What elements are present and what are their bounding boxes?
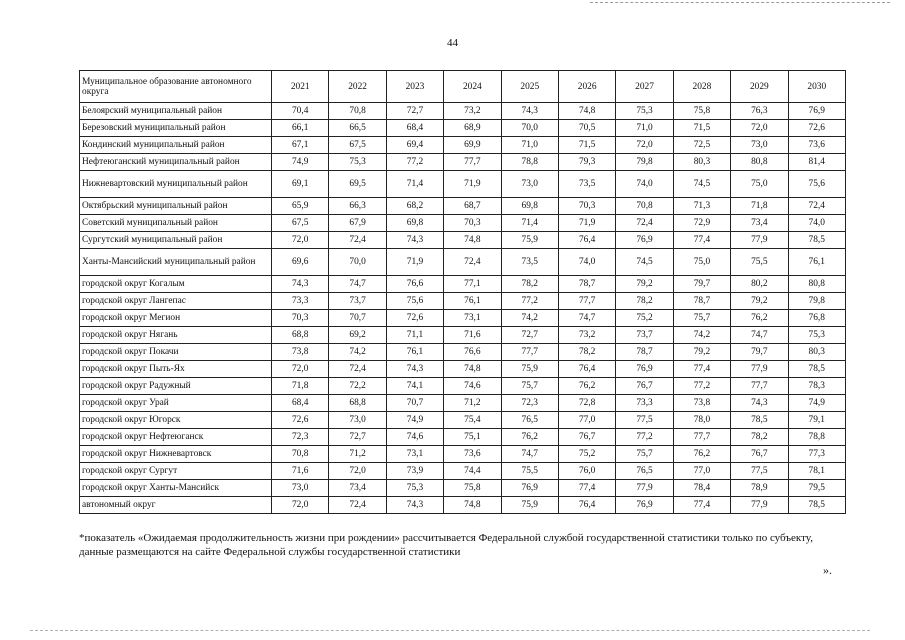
municipality-name-cell: городской округ Покачи [80, 344, 272, 361]
value-cell: 69,2 [329, 327, 386, 344]
value-cell: 74,8 [444, 361, 501, 378]
value-cell: 76,2 [501, 429, 558, 446]
value-cell: 73,6 [444, 446, 501, 463]
value-cell: 73,0 [501, 171, 558, 198]
value-cell: 77,0 [558, 412, 615, 429]
municipality-name-cell: городской округ Югорск [80, 412, 272, 429]
municipality-name-cell: городской округ Нефтеюганск [80, 429, 272, 446]
table-row [80, 310, 846, 327]
value-cell: 70,8 [616, 198, 673, 215]
table-row [80, 395, 846, 412]
municipality-name-cell: городской округ Нижневартовск [80, 446, 272, 463]
value-cell: 74,9 [788, 395, 845, 412]
value-cell: 74,8 [444, 232, 501, 249]
value-cell: 72,0 [272, 497, 329, 514]
value-cell: 76,7 [558, 429, 615, 446]
municipality-name-cell: Нефтеюганский муниципальный район [80, 154, 272, 171]
value-cell: 76,9 [616, 361, 673, 378]
value-cell: 71,4 [501, 215, 558, 232]
value-cell: 75,3 [788, 327, 845, 344]
value-cell: 74,8 [444, 497, 501, 514]
table-row [80, 232, 846, 249]
value-cell: 74,8 [558, 103, 615, 120]
value-cell: 70,0 [501, 120, 558, 137]
value-cell: 77,2 [501, 293, 558, 310]
value-cell: 78,8 [788, 429, 845, 446]
value-cell: 75,7 [616, 446, 673, 463]
value-cell: 72,9 [673, 215, 730, 232]
value-cell: 70,3 [272, 310, 329, 327]
value-cell: 71,2 [329, 446, 386, 463]
table-row [80, 429, 846, 446]
value-cell: 76,9 [616, 232, 673, 249]
value-cell: 75,4 [444, 412, 501, 429]
value-cell: 77,7 [444, 154, 501, 171]
value-cell: 75,9 [501, 232, 558, 249]
value-cell: 78,7 [616, 344, 673, 361]
value-cell: 76,4 [558, 232, 615, 249]
value-cell: 76,2 [558, 378, 615, 395]
value-cell: 73,3 [616, 395, 673, 412]
value-cell: 71,5 [558, 137, 615, 154]
table-row [80, 249, 846, 276]
value-cell: 69,4 [386, 137, 443, 154]
value-cell: 74,9 [272, 154, 329, 171]
value-cell: 74,3 [731, 395, 788, 412]
municipality-name-cell: городской округ Мегион [80, 310, 272, 327]
table-row [80, 198, 846, 215]
value-cell: 74,2 [501, 310, 558, 327]
value-cell: 80,3 [788, 344, 845, 361]
value-cell: 77,7 [501, 344, 558, 361]
value-cell: 74,6 [386, 429, 443, 446]
value-cell: 73,2 [558, 327, 615, 344]
table-row [80, 480, 846, 497]
value-cell: 76,2 [673, 446, 730, 463]
municipality-name-cell: городской округ Сургут [80, 463, 272, 480]
value-cell: 75,5 [731, 249, 788, 276]
municipality-name-cell: Сургутский муниципальный район [80, 232, 272, 249]
value-cell: 76,6 [444, 344, 501, 361]
value-cell: 74,1 [386, 378, 443, 395]
value-cell: 73,7 [329, 293, 386, 310]
municipality-name-cell: городской округ Когалым [80, 276, 272, 293]
value-cell: 68,8 [329, 395, 386, 412]
value-cell: 75,9 [501, 361, 558, 378]
value-cell: 75,3 [616, 103, 673, 120]
value-cell: 72,7 [329, 429, 386, 446]
value-cell: 68,4 [272, 395, 329, 412]
value-cell: 67,1 [272, 137, 329, 154]
value-cell: 79,7 [673, 276, 730, 293]
table-row [80, 344, 846, 361]
value-cell: 76,8 [788, 310, 845, 327]
value-cell: 77,5 [616, 412, 673, 429]
value-cell: 73,2 [444, 103, 501, 120]
value-cell: 74,7 [558, 310, 615, 327]
value-cell: 74,0 [558, 249, 615, 276]
municipality-name-cell: городской округ Ханты-Мансийск [80, 480, 272, 497]
municipality-name-cell: городской округ Нягань [80, 327, 272, 344]
value-cell: 74,5 [616, 249, 673, 276]
value-cell: 77,2 [673, 378, 730, 395]
value-cell: 75,7 [673, 310, 730, 327]
value-cell: 77,5 [731, 463, 788, 480]
value-cell: 76,5 [616, 463, 673, 480]
value-cell: 72,4 [444, 249, 501, 276]
column-header-year: 2028 [673, 71, 730, 103]
value-cell: 78,2 [616, 293, 673, 310]
table-row [80, 120, 846, 137]
value-cell: 72,0 [329, 463, 386, 480]
page-number: 44 [447, 37, 458, 49]
value-cell: 78,8 [501, 154, 558, 171]
table-row [80, 361, 846, 378]
value-cell: 74,3 [386, 232, 443, 249]
value-cell: 77,9 [731, 361, 788, 378]
value-cell: 78,1 [788, 463, 845, 480]
table-header-row [80, 71, 846, 103]
value-cell: 70,7 [329, 310, 386, 327]
value-cell: 73,0 [731, 137, 788, 154]
value-cell: 80,2 [731, 276, 788, 293]
value-cell: 77,4 [673, 232, 730, 249]
value-cell: 70,8 [272, 446, 329, 463]
value-cell: 76,9 [788, 103, 845, 120]
value-cell: 73,3 [272, 293, 329, 310]
value-cell: 79,8 [788, 293, 845, 310]
value-cell: 71,6 [444, 327, 501, 344]
column-header-year: 2021 [272, 71, 329, 103]
table-row [80, 463, 846, 480]
value-cell: 72,6 [788, 120, 845, 137]
value-cell: 73,9 [386, 463, 443, 480]
value-cell: 76,5 [501, 412, 558, 429]
value-cell: 78,5 [788, 232, 845, 249]
value-cell: 77,0 [673, 463, 730, 480]
value-cell: 74,7 [731, 327, 788, 344]
value-cell: 70,3 [558, 198, 615, 215]
column-header-municipality: Муниципальное образование автономного округа [80, 71, 272, 103]
column-header-year: 2026 [558, 71, 615, 103]
closing-quote-mark: ». [823, 563, 832, 577]
value-cell: 75,7 [501, 378, 558, 395]
value-cell: 77,7 [731, 378, 788, 395]
value-cell: 80,8 [731, 154, 788, 171]
value-cell: 74,6 [444, 378, 501, 395]
value-cell: 71,5 [673, 120, 730, 137]
value-cell: 78,5 [788, 497, 845, 514]
value-cell: 79,7 [731, 344, 788, 361]
value-cell: 77,4 [558, 480, 615, 497]
table-row [80, 276, 846, 293]
value-cell: 76,7 [731, 446, 788, 463]
value-cell: 79,3 [558, 154, 615, 171]
value-cell: 68,4 [386, 120, 443, 137]
table-row [80, 215, 846, 232]
value-cell: 75,2 [616, 310, 673, 327]
value-cell: 74,7 [501, 446, 558, 463]
table-row [80, 412, 846, 429]
value-cell: 71,0 [501, 137, 558, 154]
value-cell: 68,9 [444, 120, 501, 137]
value-cell: 72,6 [386, 310, 443, 327]
value-cell: 74,9 [386, 412, 443, 429]
table-row [80, 327, 846, 344]
value-cell: 79,2 [673, 344, 730, 361]
value-cell: 67,9 [329, 215, 386, 232]
top-scan-rule [590, 2, 890, 3]
value-cell: 72,4 [329, 232, 386, 249]
value-cell: 77,9 [731, 497, 788, 514]
value-cell: 68,8 [272, 327, 329, 344]
value-cell: 75,8 [444, 480, 501, 497]
value-cell: 75,0 [731, 171, 788, 198]
value-cell: 79,8 [616, 154, 673, 171]
column-header-year: 2029 [731, 71, 788, 103]
value-cell: 77,7 [673, 429, 730, 446]
value-cell: 73,8 [272, 344, 329, 361]
municipality-name-cell: Кондинский муниципальный район [80, 137, 272, 154]
life-expectancy-table [79, 70, 846, 514]
value-cell: 75,8 [673, 103, 730, 120]
municipality-name-cell: автономный округ [80, 497, 272, 514]
municipality-name-cell: Березовский муниципальный район [80, 120, 272, 137]
value-cell: 71,8 [272, 378, 329, 395]
value-cell: 72,0 [731, 120, 788, 137]
municipality-name-cell: Нижневартовский муниципальный район [80, 171, 272, 198]
value-cell: 78,9 [731, 480, 788, 497]
footnote: *показатель «Ожидаемая продолжительность жизни при рождении» рассчитывается Федеральной службой государственной статистики только по субъекту, данные размещаются на сайте Федеральной службы государственной статистики [79, 532, 813, 558]
value-cell: 71,9 [558, 215, 615, 232]
table-row [80, 497, 846, 514]
value-cell: 71,9 [444, 171, 501, 198]
value-cell: 75,0 [673, 249, 730, 276]
value-cell: 69,1 [272, 171, 329, 198]
value-cell: 80,3 [673, 154, 730, 171]
value-cell: 78,4 [673, 480, 730, 497]
value-cell: 71,1 [386, 327, 443, 344]
column-header-year: 2022 [329, 71, 386, 103]
value-cell: 72,5 [673, 137, 730, 154]
value-cell: 70,3 [444, 215, 501, 232]
municipality-name-cell: Ханты-Мансийский муниципальный район [80, 249, 272, 276]
value-cell: 73,8 [673, 395, 730, 412]
value-cell: 71,0 [616, 120, 673, 137]
municipality-name-cell: городской округ Радужный [80, 378, 272, 395]
table-row [80, 171, 846, 198]
value-cell: 74,7 [329, 276, 386, 293]
value-cell: 71,4 [386, 171, 443, 198]
value-cell: 77,7 [558, 293, 615, 310]
value-cell: 75,1 [444, 429, 501, 446]
value-cell: 76,1 [444, 293, 501, 310]
value-cell: 72,0 [272, 232, 329, 249]
value-cell: 76,1 [386, 344, 443, 361]
value-cell: 79,5 [788, 480, 845, 497]
value-cell: 67,5 [329, 137, 386, 154]
value-cell: 66,5 [329, 120, 386, 137]
value-cell: 74,3 [501, 103, 558, 120]
value-cell: 74,0 [788, 215, 845, 232]
value-cell: 75,6 [386, 293, 443, 310]
value-cell: 73,6 [788, 137, 845, 154]
value-cell: 76,6 [386, 276, 443, 293]
column-header-year: 2027 [616, 71, 673, 103]
value-cell: 66,3 [329, 198, 386, 215]
bottom-scan-rule [30, 630, 870, 631]
value-cell: 72,3 [501, 395, 558, 412]
value-cell: 70,8 [329, 103, 386, 120]
value-cell: 77,1 [444, 276, 501, 293]
value-cell: 74,2 [329, 344, 386, 361]
value-cell: 71,9 [386, 249, 443, 276]
value-cell: 78,5 [731, 412, 788, 429]
municipality-name-cell: городской округ Урай [80, 395, 272, 412]
value-cell: 78,2 [731, 429, 788, 446]
value-cell: 75,9 [501, 497, 558, 514]
value-cell: 77,2 [616, 429, 673, 446]
value-cell: 76,4 [558, 361, 615, 378]
value-cell: 78,0 [673, 412, 730, 429]
value-cell: 76,4 [558, 497, 615, 514]
value-cell: 72,4 [788, 198, 845, 215]
municipality-name-cell: Белоярский муниципальный район [80, 103, 272, 120]
value-cell: 76,0 [558, 463, 615, 480]
value-cell: 73,0 [329, 412, 386, 429]
value-cell: 73,1 [386, 446, 443, 463]
value-cell: 76,9 [501, 480, 558, 497]
value-cell: 77,9 [731, 232, 788, 249]
value-cell: 77,4 [673, 361, 730, 378]
value-cell: 70,5 [558, 120, 615, 137]
value-cell: 73,5 [501, 249, 558, 276]
value-cell: 74,3 [386, 497, 443, 514]
value-cell: 68,2 [386, 198, 443, 215]
value-cell: 74,2 [673, 327, 730, 344]
table-row [80, 154, 846, 171]
table-row [80, 103, 846, 120]
value-cell: 78,7 [673, 293, 730, 310]
value-cell: 66,1 [272, 120, 329, 137]
value-cell: 72,4 [329, 497, 386, 514]
value-cell: 77,3 [788, 446, 845, 463]
value-cell: 69,8 [501, 198, 558, 215]
value-cell: 72,3 [272, 429, 329, 446]
value-cell: 78,7 [558, 276, 615, 293]
value-cell: 79,1 [788, 412, 845, 429]
value-cell: 70,7 [386, 395, 443, 412]
value-cell: 75,5 [501, 463, 558, 480]
value-cell: 76,3 [731, 103, 788, 120]
value-cell: 71,6 [272, 463, 329, 480]
value-cell: 76,1 [788, 249, 845, 276]
table-row [80, 137, 846, 154]
value-cell: 72,2 [329, 378, 386, 395]
value-cell: 67,5 [272, 215, 329, 232]
value-cell: 77,2 [386, 154, 443, 171]
value-cell: 69,5 [329, 171, 386, 198]
value-cell: 75,3 [386, 480, 443, 497]
municipality-name-cell: Октябрьский муниципальный район [80, 198, 272, 215]
value-cell: 69,6 [272, 249, 329, 276]
municipality-name-cell: городской округ Пыть-Ях [80, 361, 272, 378]
value-cell: 72,0 [616, 137, 673, 154]
table-row [80, 378, 846, 395]
column-header-year: 2025 [501, 71, 558, 103]
table-body [80, 103, 846, 514]
value-cell: 69,9 [444, 137, 501, 154]
value-cell: 73,7 [616, 327, 673, 344]
value-cell: 74,5 [673, 171, 730, 198]
value-cell: 74,0 [616, 171, 673, 198]
value-cell: 75,2 [558, 446, 615, 463]
value-cell: 79,2 [731, 293, 788, 310]
value-cell: 76,2 [731, 310, 788, 327]
value-cell: 72,7 [501, 327, 558, 344]
municipality-name-cell: Советский муниципальный район [80, 215, 272, 232]
value-cell: 78,2 [558, 344, 615, 361]
value-cell: 71,2 [444, 395, 501, 412]
value-cell: 78,5 [788, 361, 845, 378]
column-header-year: 2023 [386, 71, 443, 103]
value-cell: 72,4 [329, 361, 386, 378]
value-cell: 72,6 [272, 412, 329, 429]
value-cell: 76,7 [616, 378, 673, 395]
value-cell: 73,5 [558, 171, 615, 198]
value-cell: 74,3 [272, 276, 329, 293]
value-cell: 73,1 [444, 310, 501, 327]
value-cell: 75,3 [329, 154, 386, 171]
value-cell: 68,7 [444, 198, 501, 215]
value-cell: 70,4 [272, 103, 329, 120]
value-cell: 72,8 [558, 395, 615, 412]
value-cell: 79,2 [616, 276, 673, 293]
value-cell: 76,9 [616, 497, 673, 514]
value-cell: 73,4 [731, 215, 788, 232]
value-cell: 78,2 [501, 276, 558, 293]
column-header-year: 2024 [444, 71, 501, 103]
value-cell: 80,8 [788, 276, 845, 293]
value-cell: 72,0 [272, 361, 329, 378]
value-cell: 73,0 [272, 480, 329, 497]
municipality-name-cell: городской округ Лангепас [80, 293, 272, 310]
value-cell: 72,4 [616, 215, 673, 232]
value-cell: 70,0 [329, 249, 386, 276]
value-cell: 81,4 [788, 154, 845, 171]
table-row [80, 293, 846, 310]
value-cell: 74,3 [386, 361, 443, 378]
column-header-year: 2030 [788, 71, 845, 103]
table-row [80, 446, 846, 463]
value-cell: 65,9 [272, 198, 329, 215]
value-cell: 77,9 [616, 480, 673, 497]
value-cell: 73,4 [329, 480, 386, 497]
value-cell: 74,4 [444, 463, 501, 480]
value-cell: 78,3 [788, 378, 845, 395]
value-cell: 72,7 [386, 103, 443, 120]
value-cell: 71,3 [673, 198, 730, 215]
value-cell: 69,8 [386, 215, 443, 232]
value-cell: 75,6 [788, 171, 845, 198]
value-cell: 71,8 [731, 198, 788, 215]
value-cell: 77,4 [673, 497, 730, 514]
